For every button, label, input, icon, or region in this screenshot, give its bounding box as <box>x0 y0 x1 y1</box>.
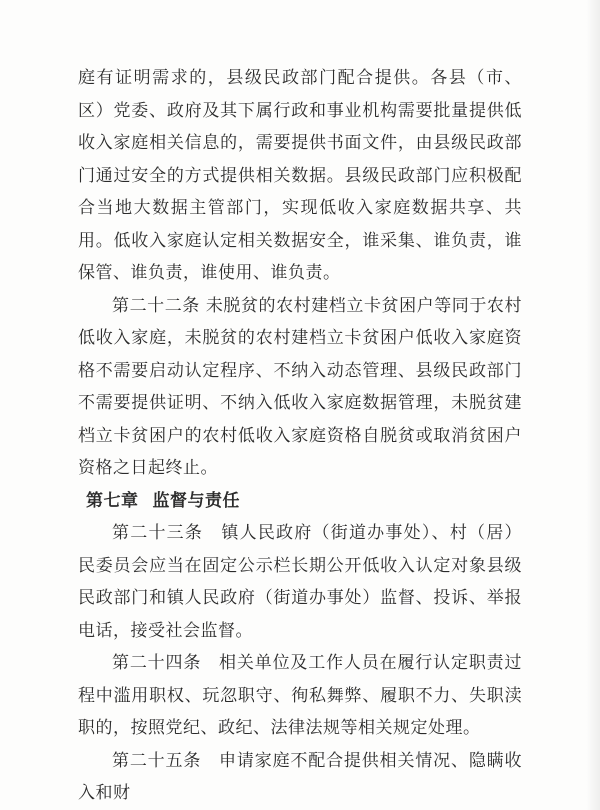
article-25: 第二十五条 申请家庭不配合提供相关情况、隐瞒收入和财 <box>78 750 522 803</box>
chapter-number: 第七章 <box>86 490 139 511</box>
article-24: 第二十四条 相关单位及工作人员在履行认定职责过程中滥用职权、玩忽职守、徇私舞弊、履职不力、失职渎职的，按照党纪、政纪、法律法规等相关规定处理。 <box>78 653 522 738</box>
document-body <box>78 62 522 810</box>
article-22: 第二十二条 未脱贫的农村建档立卡贫困户等同于农村低收入家庭，未脱贫的农村建档立卡贫困户低收入家庭资格不需要启动认定程序、不纳入动态管理、县级民政部门不需要提供证明、不纳入低收入家庭数据管理，未脱贫建档立卡贫困户的农村低收入家庭资格自脱贫或取消贫困户资格之日起终止。 <box>78 295 522 478</box>
page-edge-shadow <box>586 0 600 810</box>
chapter-heading <box>78 485 522 518</box>
article-23: 第二十三条 镇人民政府（街道办事处）、村（居）民委员会应当在固定公示栏长期公开低收入认定对象县级民政部门和镇人民政府（街道办事处）监督、投诉、举报电话，接受社会监督。 <box>78 523 522 641</box>
chapter-title: 监督与责任 <box>152 490 240 511</box>
paragraph-continuation: 庭有证明需求的，县级民政部门配合提供。各县（市、区）党委、政府及其下属行政和事业机构需要批量提供低收入家庭相关信息的，需要提供书面文件，由县级民政部门通过安全的方式提供相关数据。县级民政部门应积极配合当地大数据主管部门，实现低收入家庭数据共享、共用。低收入家庭认定相关数据安全，谁采集、谁负责，谁保管、谁负责，谁使用、谁负责。 <box>78 68 522 283</box>
